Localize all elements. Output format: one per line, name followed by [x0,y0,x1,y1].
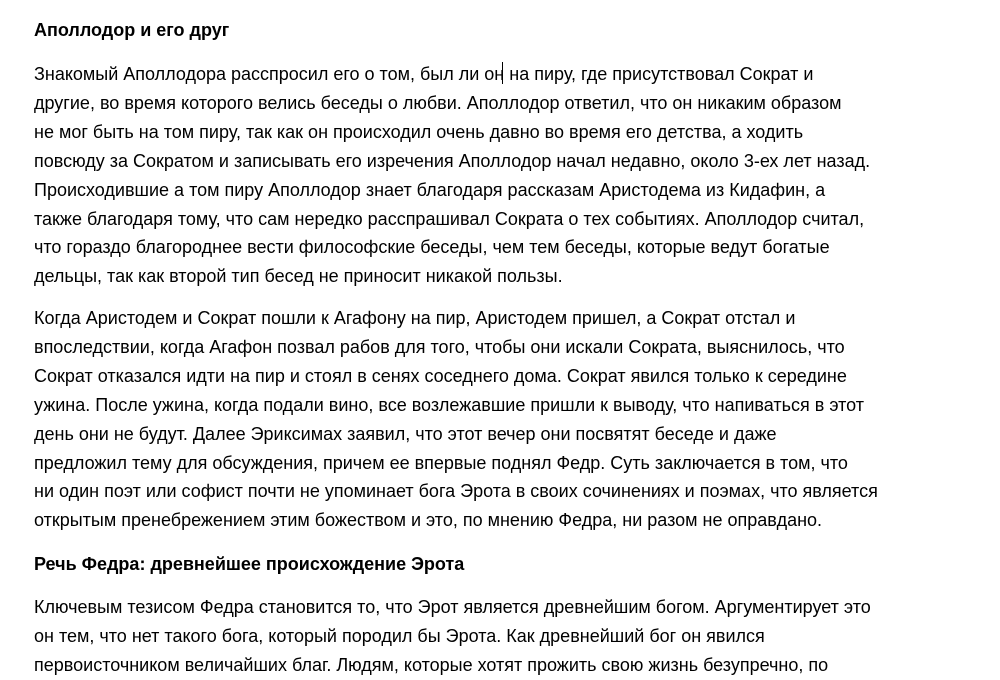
text-line: что гораздо благороднее вести философские беседы, чем тем беседы, которые ведут богатые [34,237,830,258]
text-line: Происходившие а том пиру Аполлодор знает благодаря рассказам Аристодема из Кидафин, а [34,179,826,200]
paragraph-apollodorus[interactable] [34,60,870,291]
text-line: дельцы, так как второй тип бесед не приносит никакой пользы. [34,266,563,287]
text-line: не мог быть на том пиру, так как он происходил очень давно во время его детства, а ходить [34,121,804,142]
text-line: первоисточником величайших благ. Людям, которые хотят прожить свою жизнь безупречно, по [34,654,829,675]
section-heading-apollodorus: Аполлодор и его друг [34,20,230,40]
section-heading-phaedrus: Речь Федра: древнейшее происхождение Эрота [34,554,465,574]
text-line: Когда Аристодем и Сократ пошли к Агафону на пир, Аристодем пришел, а Сократ отстал и [34,308,796,328]
text-line: день они не будут. Далее Эриксимах заявил, что этот вечер они посвятят беседе и даже [34,423,777,444]
text-line: ни один поэт или софист почти не упоминает бога Эрота в своих сочинениях и поэмах, что является [34,481,878,502]
text-line: повсюду за Сократом и записывать его изречения Аполлодор начал недавно, около 3-ех лет назад. [34,150,871,171]
text-line: Знакомый Аполлодора расспросил его о том, был ли он на пиру, где присутствовал Сократ и [34,64,814,84]
text-line: Сократ отказался идти на пир и стоял в сенях соседнего дома. Сократ явился только к середине [34,365,847,386]
text-line: предложил тему для обсуждения, причем ее впервые поднял Федр. Суть заключается в том, что [34,452,848,473]
text-line: ужина. После ужина, когда подали вино, все возлежавшие пришли к выводу, что напиваться в этот [34,394,865,415]
text-line: он тем, что нет такого бога, который породил бы Эрота. Как древнейший бог он явился [34,625,765,646]
text-line: открытым пренебрежением этим божеством и это, по мнению Федра, ни разом не оправдано. [34,510,823,531]
paragraph-phaedrus[interactable] [34,593,871,680]
text-line: впоследствии, когда Агафон позвал рабов для того, чтобы они искали Сократа, выяснилось, что [34,336,845,357]
text-line: также благодаря тому, что сам нередко расспрашивал Сократа о тех событиях. Аполлодор считал, [34,208,865,229]
text-line: другие, во время которого велись беседы о любви. Аполлодор ответил, что он никаким образом [34,92,842,113]
text-line: Ключевым тезисом Федра становится то, что Эрот является древнейшим богом. Аргументирует это [34,597,871,617]
paragraph-feast[interactable] [34,304,878,535]
